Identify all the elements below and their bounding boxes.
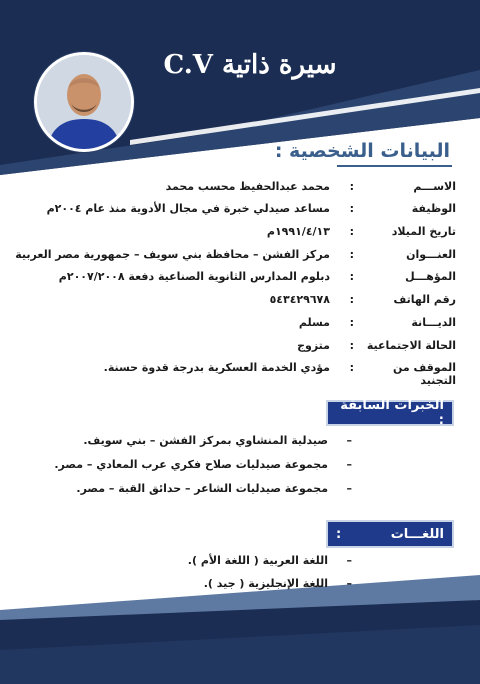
row-colon: : xyxy=(349,180,354,193)
bullet-dash: – xyxy=(346,554,352,567)
personal-info-row xyxy=(26,293,456,313)
language-text: اللغة العربية ( اللغة الأم ). xyxy=(187,554,328,567)
personal-info-row xyxy=(26,316,456,336)
row-value: مسلم xyxy=(298,316,330,329)
heading-underline xyxy=(337,165,452,167)
language-item xyxy=(204,577,352,590)
row-colon: : xyxy=(349,316,354,329)
row-colon: : xyxy=(349,293,354,306)
row-value: مؤدي الخدمة العسكرية بدرجة قدوة حسنة. xyxy=(103,361,330,374)
person-avatar-icon xyxy=(37,55,131,149)
experience-item xyxy=(54,458,352,471)
row-value: ١٩٩١/٤/١٣م xyxy=(266,225,330,238)
row-value: محمد عبدالحفيظ محسب محمد xyxy=(165,180,330,193)
experience-heading: الخبرات السابقة : xyxy=(326,400,454,426)
personal-info-row xyxy=(26,202,456,222)
experience-text: مجموعة صيدليات صلاح فكري عرب المعادي – مصر. xyxy=(54,458,328,471)
experience-text: مجموعة صيدليات الشاعر – حدائق القبة – مصر. xyxy=(76,482,328,495)
bullet-dash: – xyxy=(346,482,352,495)
personal-info-row xyxy=(26,225,456,245)
row-value: دبلوم المدارس الثانوية الصناعية دفعة ٢٠٠٧/٢٠٠٨م xyxy=(58,270,330,283)
page-title: سيرة ذاتية C.V xyxy=(163,50,337,80)
language-text: اللغة الإنجليزية ( جيد ). xyxy=(203,577,328,590)
bullet-dash: – xyxy=(346,458,352,471)
row-value: مركز الفشن – محافظة بني سويف – جمهورية مصر العربية xyxy=(15,248,330,261)
experience-item xyxy=(76,482,352,495)
row-label: العنـــوان xyxy=(406,248,456,261)
row-label: الديـــانة xyxy=(411,316,456,329)
language-item xyxy=(188,554,352,567)
row-label: الحالة الاجتماعية xyxy=(366,339,456,352)
row-colon: : xyxy=(349,225,354,238)
row-colon: : xyxy=(349,339,354,352)
row-value: مساعد صيدلي خبرة في مجال الأدوية منذ عام ٢٠٠٤م xyxy=(46,202,330,215)
personal-info-heading: البيانات الشخصية : xyxy=(274,140,450,162)
experience-item xyxy=(83,434,352,447)
profile-photo xyxy=(34,52,134,152)
personal-info-row xyxy=(26,180,456,200)
row-label: تاريخ الميلاد xyxy=(391,225,456,238)
row-label: الموقف من التجنيد xyxy=(392,361,456,387)
bullet-dash: – xyxy=(346,434,352,447)
personal-info-row xyxy=(15,248,456,268)
row-label: الوظيفة xyxy=(411,202,456,215)
personal-info-row xyxy=(26,270,456,290)
row-colon: : xyxy=(349,270,354,283)
row-value: متزوج xyxy=(297,339,330,352)
row-value: ٥٤٣٤٢٩٦٧٨ xyxy=(269,293,330,306)
personal-info-row xyxy=(26,361,456,387)
languages-heading: اللغـــات xyxy=(390,526,444,542)
row-colon: : xyxy=(349,202,354,215)
row-colon: : xyxy=(349,361,354,374)
row-label: الاســـم xyxy=(413,180,456,193)
languages-heading-box xyxy=(326,520,454,548)
row-colon: : xyxy=(349,248,354,261)
bullet-dash: – xyxy=(346,577,352,590)
row-label: رقم الهاتف xyxy=(393,293,456,306)
languages-heading-colon: : xyxy=(336,526,342,542)
experience-text: صيدلية المنشاوي بمركز الفشن – بني سويف. xyxy=(83,434,328,447)
row-label: المؤهـــل xyxy=(405,270,456,283)
personal-info-row xyxy=(26,339,456,359)
